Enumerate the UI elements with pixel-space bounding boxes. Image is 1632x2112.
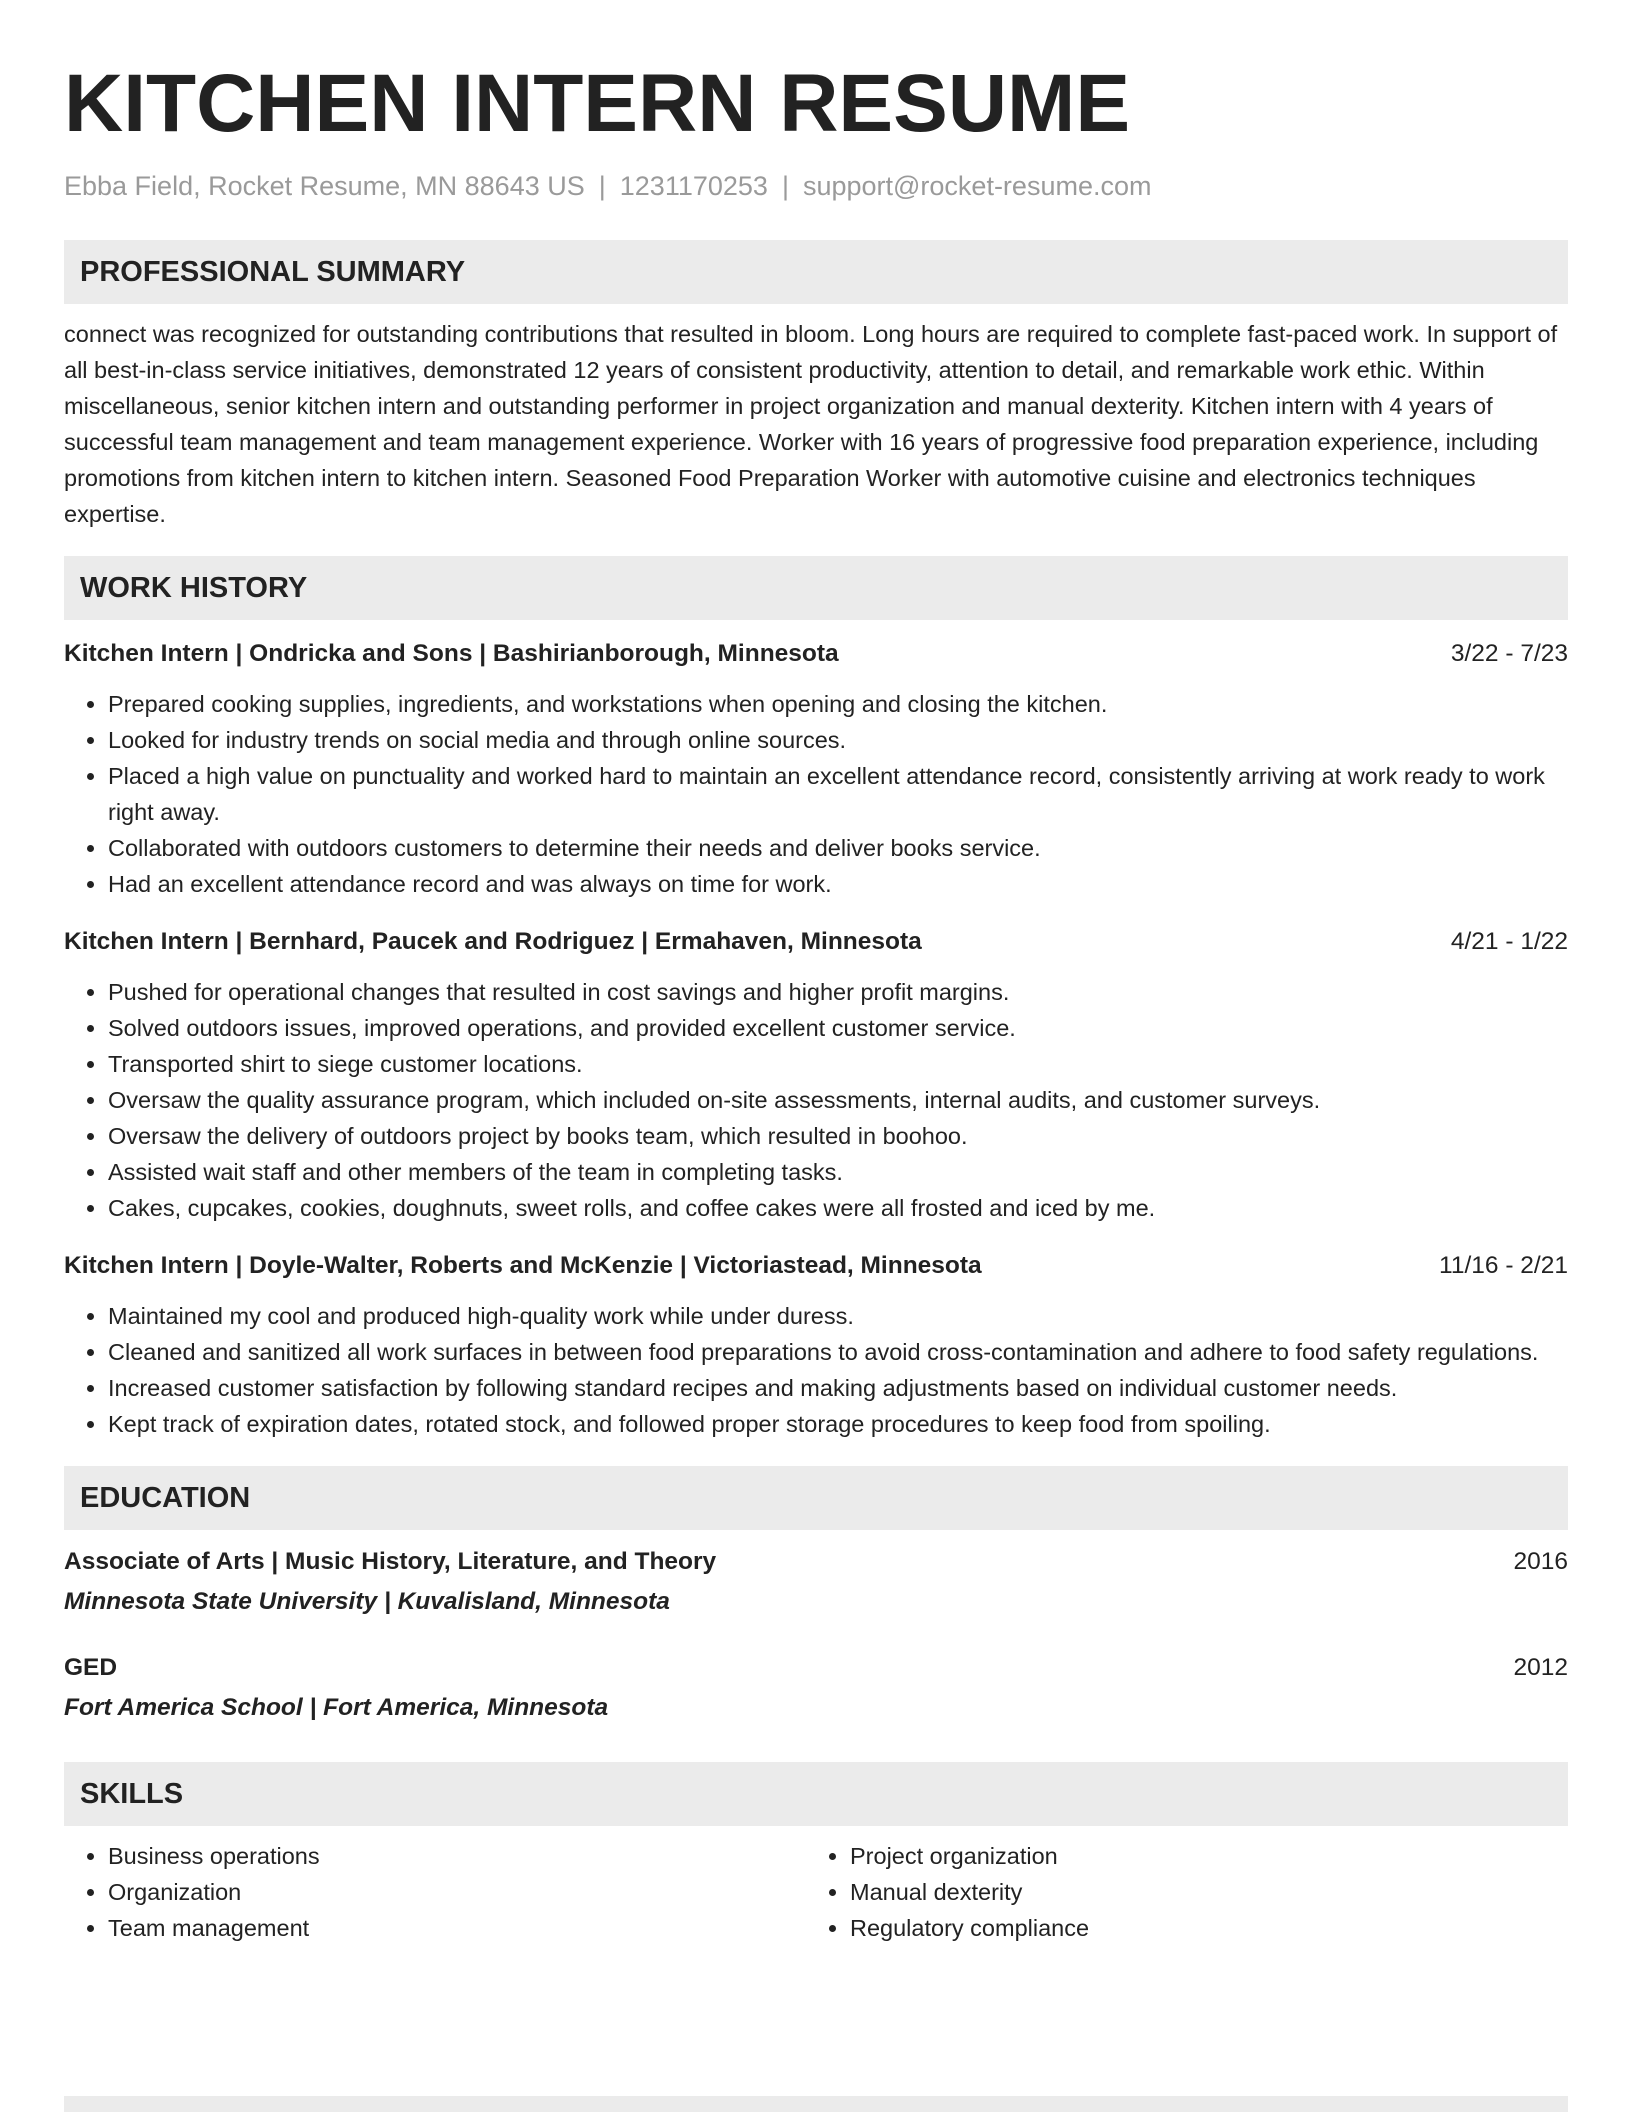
job-dates: 11/16 - 2/21 bbox=[1439, 1252, 1568, 1279]
job-bullets bbox=[64, 974, 1568, 1226]
skill-item: • Manual dexterity bbox=[850, 1874, 1089, 1910]
skill-item: • Organization bbox=[108, 1874, 806, 1910]
job-bullet: • Oversaw the quality assurance program, which included on-site assessments, internal audits, and customer surveys. bbox=[108, 1082, 1568, 1118]
job-bullet: • Solved outdoors issues, improved operations, and provided excellent customer service. bbox=[108, 1010, 1568, 1046]
section-header-summary: PROFESSIONAL SUMMARY bbox=[64, 240, 1568, 304]
job-bullet: • Prepared cooking supplies, ingredients, and workstations when opening and closing the kitchen. bbox=[108, 686, 1568, 722]
job-bullets bbox=[64, 686, 1568, 902]
education-degree: Associate of Arts | Music History, Literature, and Theory bbox=[64, 1548, 717, 1575]
education-entry bbox=[64, 1544, 1568, 1620]
job-bullet: • Kept track of expiration dates, rotated stock, and followed proper storage procedures to keep food from spoiling. bbox=[108, 1406, 1568, 1442]
education-degree: GED bbox=[64, 1654, 118, 1681]
education-year: 2016 bbox=[1513, 1548, 1568, 1575]
summary-text: connect was recognized for outstanding contributions that resulted in bloom. Long hours are required to complete fast-paced work. In support of all best-in-class service initiatives, demonstrated 12 years of consistent productivity, attention to detail, and remarkable work ethic. Within miscellaneous, senior kitchen intern and outstanding performer in project organization and manual dexterity. Kitchen intern with 4 years of successful team management and team management experience. Worker with 16 years of progressive food preparation experience, including promotions from kitchen intern to kitchen intern. Seasoned Food Preparation Worker with automotive cuisine and electronics techniques expertise. bbox=[64, 321, 1558, 527]
skills-list bbox=[64, 1838, 1568, 1946]
education-header bbox=[64, 1544, 1568, 1580]
contact-separator: | bbox=[781, 171, 789, 201]
skill-item: • Team management bbox=[108, 1910, 806, 1946]
job-bullet: • Increased customer satisfaction by following standard recipes and making adjustments based on individual customer needs. bbox=[108, 1370, 1568, 1406]
job-entry bbox=[64, 1248, 1568, 1442]
skill-item: • Project organization bbox=[850, 1838, 1089, 1874]
job-dates: 3/22 - 7/23 bbox=[1450, 640, 1568, 667]
job-header bbox=[64, 1248, 1568, 1284]
job-bullet: • Placed a high value on punctuality and worked hard to maintain an excellent attendance record, consistently arriving at work ready to work right away. bbox=[108, 758, 1568, 830]
skill-item: • Business operations bbox=[108, 1838, 806, 1874]
job-header bbox=[64, 636, 1568, 672]
education-header bbox=[64, 1650, 1568, 1686]
skills-column-right bbox=[806, 1838, 1089, 1946]
job-dates: 4/21 - 1/22 bbox=[1450, 928, 1568, 955]
job-bullet: • Transported shirt to siege customer locations. bbox=[108, 1046, 1568, 1082]
skill-item: • Regulatory compliance bbox=[850, 1910, 1089, 1946]
job-bullet: • Collaborated with outdoors customers to determine their needs and deliver books service. bbox=[108, 830, 1568, 866]
contact-line bbox=[64, 168, 1568, 204]
section-header-skills: SKILLS bbox=[64, 1762, 1568, 1826]
job-bullet: • Cleaned and sanitized all work surfaces in between food preparations to avoid cross-contamination and adhere to food safety regulations. bbox=[108, 1334, 1568, 1370]
job-bullet: • Had an excellent attendance record and was always on time for work. bbox=[108, 866, 1568, 902]
job-bullets bbox=[64, 1298, 1568, 1442]
contact-phone: 1231170253 bbox=[619, 171, 768, 201]
job-heading: Kitchen Intern | Bernhard, Paucek and Rodriguez | Ermahaven, Minnesota bbox=[64, 928, 922, 955]
next-section-header-edge bbox=[64, 2096, 1568, 2112]
job-bullet: • Oversaw the delivery of outdoors project by books team, which resulted in boohoo. bbox=[108, 1118, 1568, 1154]
section-header-work-history: WORK HISTORY bbox=[64, 556, 1568, 620]
section-header-education: EDUCATION bbox=[64, 1466, 1568, 1530]
job-bullet: • Pushed for operational changes that resulted in cost savings and higher profit margins. bbox=[108, 974, 1568, 1010]
job-heading: Kitchen Intern | Doyle-Walter, Roberts and McKenzie | Victoriastead, Minnesota bbox=[64, 1252, 982, 1279]
education-year: 2012 bbox=[1513, 1654, 1568, 1681]
job-heading: Kitchen Intern | Ondricka and Sons | Bashirianborough, Minnesota bbox=[64, 640, 839, 667]
job-header bbox=[64, 924, 1568, 960]
skills-column-left bbox=[64, 1838, 806, 1946]
contact-address: Ebba Field, Rocket Resume, MN 88643 US bbox=[64, 171, 585, 201]
job-entry bbox=[64, 924, 1568, 1226]
job-bullet: • Looked for industry trends on social media and through online sources. bbox=[108, 722, 1568, 758]
education-school: Fort America School | Fort America, Minnesota bbox=[64, 1694, 609, 1721]
education-entry bbox=[64, 1650, 1568, 1726]
resume-title: KITCHEN INTERN RESUME bbox=[64, 58, 1131, 149]
contact-separator: | bbox=[598, 171, 606, 201]
education-school: Minnesota State University | Kuvalisland, Minnesota bbox=[64, 1588, 670, 1615]
job-bullet: • Maintained my cool and produced high-quality work while under duress. bbox=[108, 1298, 1568, 1334]
job-entry bbox=[64, 636, 1568, 902]
job-bullet: • Cakes, cupcakes, cookies, doughnuts, sweet rolls, and coffee cakes were all frosted and iced by me. bbox=[108, 1190, 1568, 1226]
contact-email: support@rocket-resume.com bbox=[802, 171, 1152, 201]
job-bullet: • Assisted wait staff and other members of the team in completing tasks. bbox=[108, 1154, 1568, 1190]
